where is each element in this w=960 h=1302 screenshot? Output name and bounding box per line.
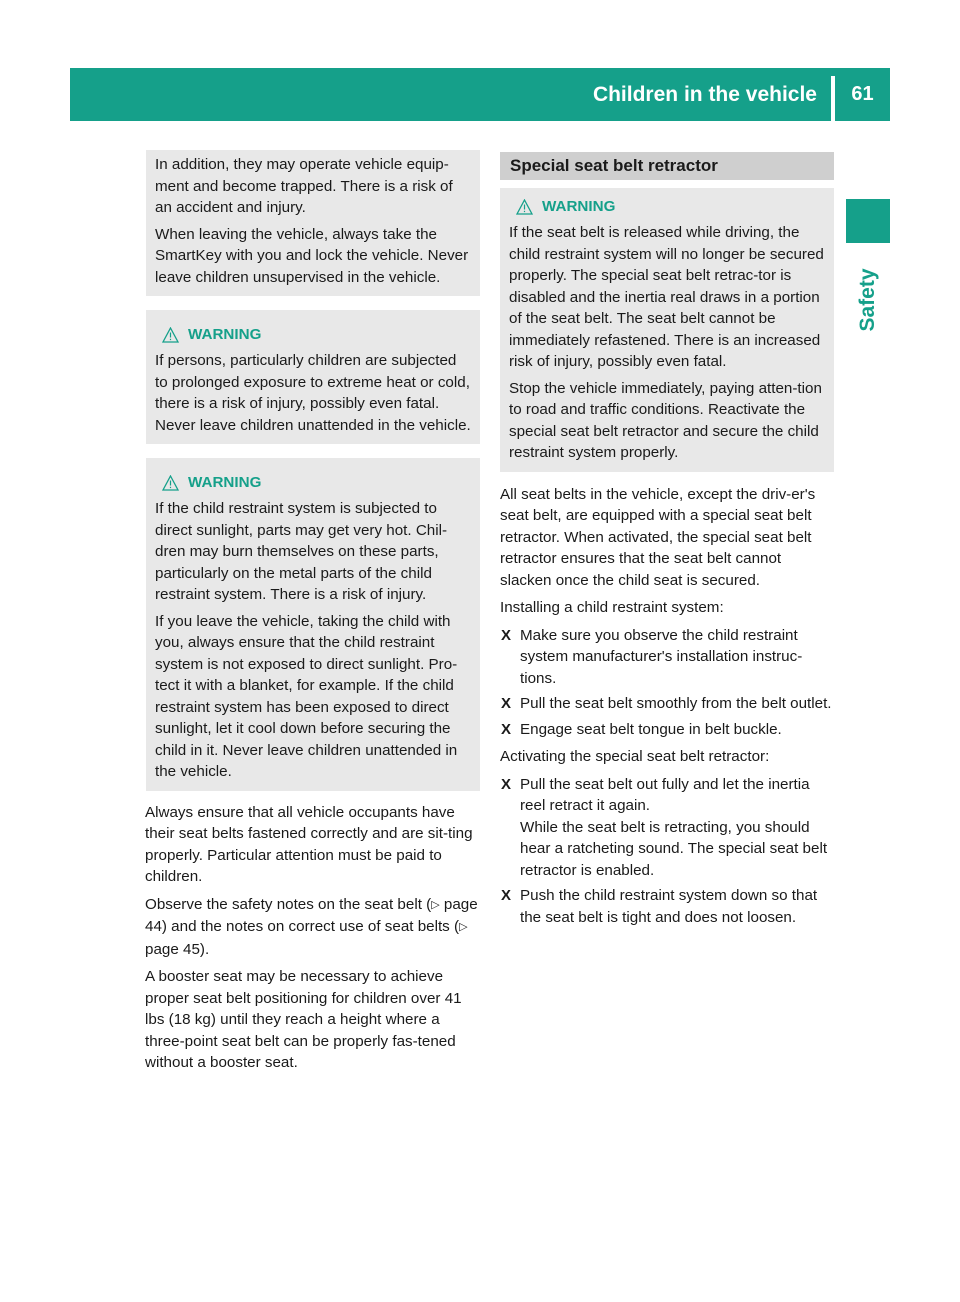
page-ref-link[interactable]: page 44) and the notes on correct use of seat belts ( [145, 895, 478, 935]
warning-box-3 [500, 188, 834, 472]
warning-label: WARNING [188, 326, 262, 344]
step-text: Push the child restraint system down so that the seat belt is tight and does not loosen. [520, 887, 818, 926]
instruction-step [500, 693, 834, 715]
body-paragraph-1: Always ensure that all vehicle occupants have their seat belts fastened correctly and are sit-ting properly. Particular attention must be paid to children. [145, 803, 473, 885]
step-arrow-icon: X [501, 720, 512, 738]
warning-1-paragraph: If persons, particularly children are subjected to prolonged exposure to extreme heat or cold, there is a risk of injury, possibly even fatal. Never leave children unattended in the vehicle. [155, 352, 471, 434]
step-arrow-icon: X [501, 775, 512, 793]
step-arrow-icon: X [501, 626, 512, 644]
page-ref-arrow-icon: ▷ [431, 898, 440, 911]
warning-3-paragraph-2: Stop the vehicle immediately, paying atten-tion to road and traffic conditions. Reactivate the special seat belt retractor and secure the child restraint system properly. [509, 379, 822, 461]
instruction-step [500, 625, 834, 690]
body-paragraph: All seat belts in the vehicle, except the driv-er's seat belt, are equipped with a special seat belt retractor. When activated, the special seat belt retractor ensures that the seat belt cannot slacken once the child seat is secured. [500, 485, 816, 589]
step-text: Make sure you observe the child restraint system manufacturer's installation instruc-tions. [520, 626, 803, 687]
warning-heading [155, 472, 471, 494]
instruction-step [500, 885, 834, 928]
page-title: Children in the vehicle [592, 82, 817, 106]
step-result: While the seat belt is retracting, you should hear a ratcheting sound. The special seat belt retractor is enabled. [520, 818, 828, 879]
right-body [500, 484, 834, 929]
step-arrow-icon: X [501, 887, 512, 904]
intro-note-box [146, 150, 480, 296]
warning-triangle-icon [162, 327, 179, 343]
step-text: Engage seat belt tongue in belt buckle. [520, 720, 782, 738]
step-text: Pull the seat belt out fully and let the inertia reel retract it again. [520, 775, 810, 814]
activate-heading: Activating the special seat belt retractor: [500, 748, 770, 765]
section-tab [846, 250, 890, 350]
instruction-step [500, 719, 834, 741]
warning-3-paragraph-1: If the seat belt is released while driving, the child restraint system will no longer be secured properly. The special seat belt retrac-tor is disabled and the inertia real draws in a portion of the seat belt. The seat belt cannot be immediately refastened. There is an increased risk of injury, possibly even fatal. [509, 224, 824, 370]
warning-heading [155, 324, 471, 346]
warning-heading [509, 196, 825, 218]
warning-box-2 [146, 458, 480, 791]
left-body [145, 802, 480, 1074]
warning-box-1 [146, 310, 480, 444]
warning-label: WARNING [188, 474, 262, 492]
instruction-step [500, 774, 834, 882]
warning-2-paragraph-2: If you leave the vehicle, taking the child with you, always ensure that the child restraint system is not exposed to direct sunlight. Pro-tect it with a blanket, for example. If the child restraint system has been exposed to direct sunlight, let it cool down before securing the child in it. Never leave children unattended in the vehicle. [155, 612, 458, 780]
intro-paragraph-1: In addition, they may operate vehicle equip-ment and become trapped. There is a risk of an accident and injury. [155, 156, 453, 216]
install-heading: Installing a child restraint system: [500, 599, 724, 616]
body-paragraph-2: Observe the safety notes on the seat belt (▷ page 44) and the notes on correct use of seat belts (▷ page 45). [145, 895, 478, 958]
page-number: 61 [851, 83, 874, 105]
page-ref-arrow-icon: ▷ [459, 921, 468, 933]
step-text: Pull the seat belt smoothly from the belt outlet. [520, 695, 832, 712]
body-paragraph-3: A booster seat may be necessary to achieve proper seat belt positioning for children over 41 lbs (18 kg) until they reach a height where a three-point seat belt can be properly fas-tened without a booster seat. [145, 968, 462, 1071]
intro-paragraph-2: When leaving the vehicle, always take the SmartKey with you and lock the vehicle. Never leave children unsupervised in the vehicle. [155, 225, 469, 286]
step-arrow-icon: X [501, 695, 512, 712]
section-heading: Special seat belt retractor [500, 152, 834, 180]
section-marker [846, 199, 890, 243]
warning-2-paragraph-1: If the child restraint system is subjected to direct sunlight, parts may get very hot. Chil-dren may burn themselves on these parts, particularly on the metal parts of the child restraint system. There is a risk of injury. [155, 500, 448, 603]
section-tab-label: Safety [856, 268, 879, 332]
header-bar [70, 68, 890, 121]
warning-triangle-icon [516, 199, 533, 215]
warning-triangle-icon [162, 475, 179, 491]
warning-label: WARNING [542, 198, 616, 216]
right-column [500, 152, 834, 932]
left-column [146, 150, 480, 1080]
page-ref-link[interactable]: page 45). [145, 940, 210, 958]
